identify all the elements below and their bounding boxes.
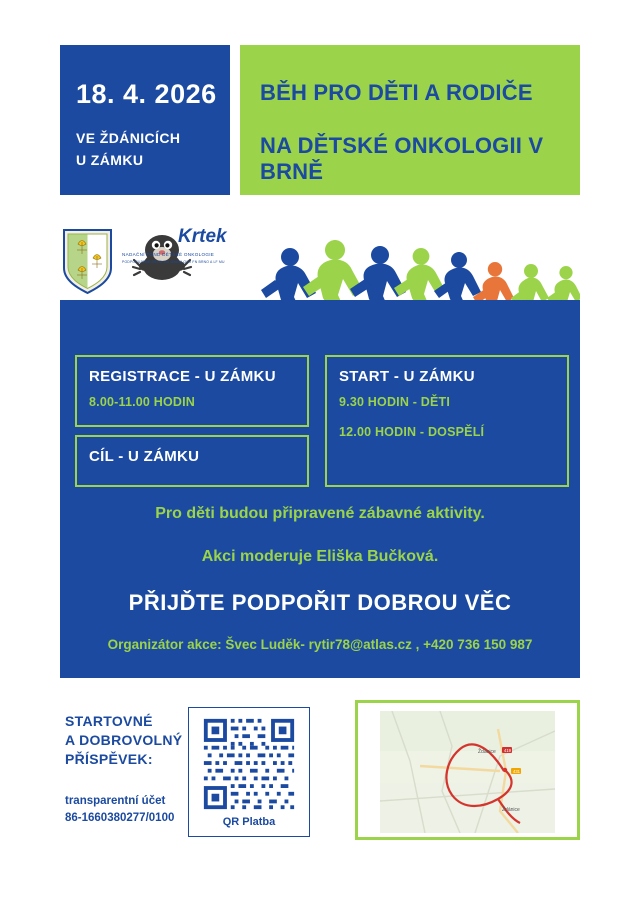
account-number: 86-1660380277/0100 [65,812,175,824]
svg-text:Ždánice: Ždánice [502,807,520,813]
page-title-line1: BĚH PRO DĚTI A RODIČE [260,80,533,105]
activities-text: Pro děti budou připravené zábavné aktivity. [155,505,485,522]
registration-time: 8.00-11.00 HODIN [89,395,196,409]
date-box [60,45,230,195]
start-time-adults: 12.00 HODIN - DOSPĚLÍ [339,425,485,439]
krtek-wordmark: Krtek [178,226,227,247]
route-map [380,711,555,833]
svg-text:Ždánice: Ždánice [478,749,496,755]
organizer-contact: Organizátor akce: Švec Luděk- rytir78@atlas.cz , +420 736 150 987 [107,637,533,652]
qr-payment-label: QR Platba [222,816,276,828]
fee-title [65,712,182,769]
svg-text:419: 419 [504,748,511,753]
svg-text:431: 431 [513,769,520,774]
main-info-panel [60,300,580,678]
slogan-text: PŘIJĎTE PODPOŘIT DOBROU VĚC [128,590,512,615]
start-time-children: 9.30 HODIN - DĚTI [339,395,451,409]
page-title-line2: NA DĚTSKÉ ONKOLOGII V BRNĚ [260,133,544,184]
qr-payment-box [188,707,310,837]
event-date: 18. 4. 2026 [76,79,217,109]
finish-title: CÍL - U ZÁMKU [89,448,200,465]
krtek-subtitle-2: PODPORUJEME DĚTSKOU ONKOLOGII FN BRNO A LF MU [122,260,225,264]
registration-box [75,355,309,427]
registration-title: REGISTRACE - U ZÁMKU [89,368,276,385]
crest-icon [60,226,115,296]
title-box [240,45,580,195]
finish-box [75,435,309,487]
route-map-image [380,711,555,833]
krtek-subtitle-1: NADAČNÍ FOND DĚTSKÉ ONKOLOGIE [122,252,215,257]
fee-title-line1: STARTOVNÉ [65,713,153,729]
start-title: START - U ZÁMKU [339,368,475,385]
account-label: transparentní účet [65,795,166,807]
event-place-line2: U ZÁMKU [76,152,144,168]
qr-code-icon [199,716,299,812]
account-info [65,793,174,827]
start-box [325,355,569,487]
fee-title-line2: A DOBROVOLNÝ [65,732,183,748]
route-map-frame [355,700,580,840]
moderator-text: Akci moderuje Eliška Bučková. [201,548,439,565]
fee-title-line3: PŘÍSPĚVEK: [65,751,153,767]
event-place-line1: VE ŽDÁNICÍCH [76,130,181,146]
